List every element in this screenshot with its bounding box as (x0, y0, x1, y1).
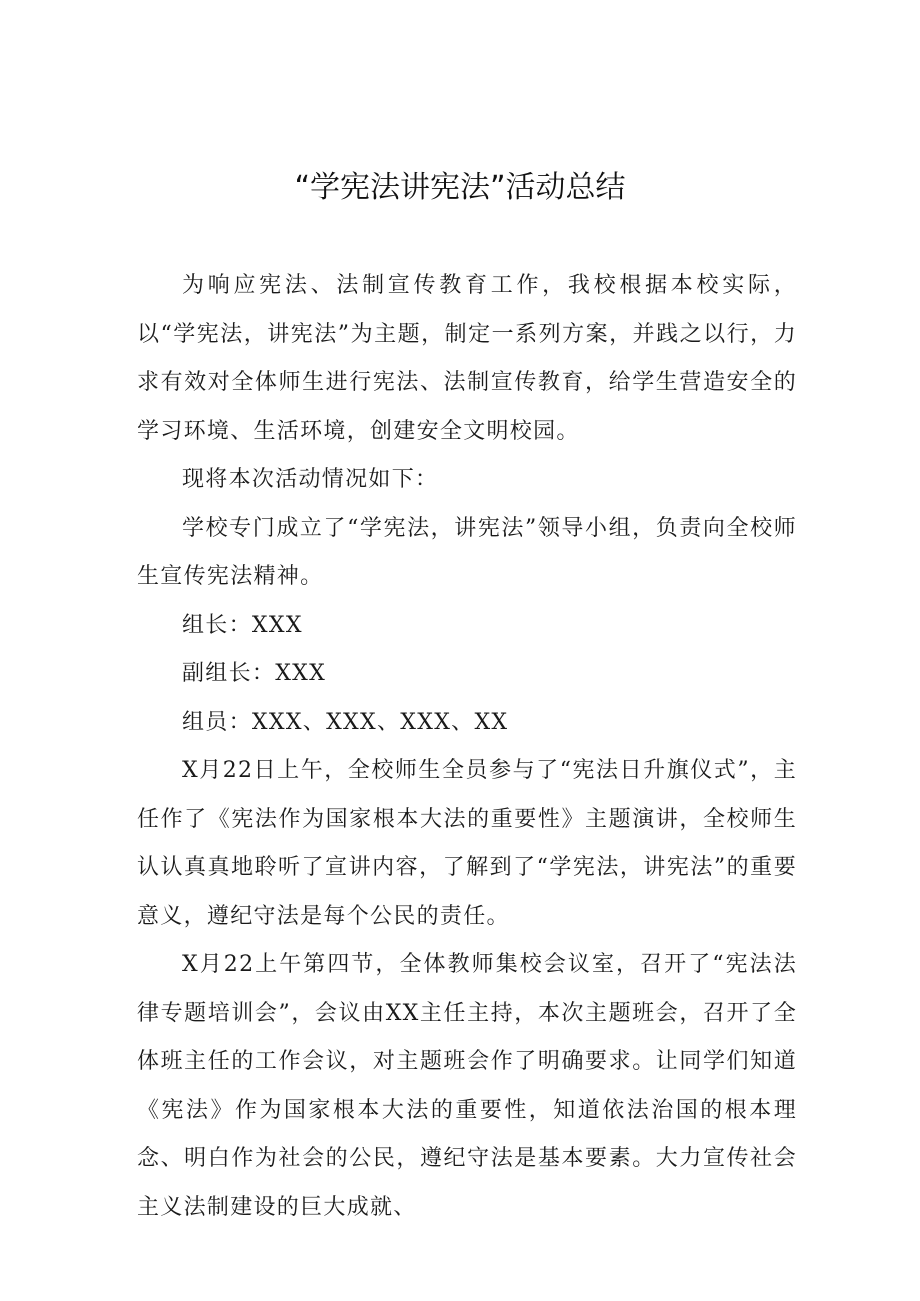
document-body (137, 262, 797, 1232)
paragraph-deputy-leader: 副组长：XXX (182, 661, 327, 686)
paragraph-overview: 现将本次活动情况如下： (182, 467, 439, 492)
paragraph-flag-ceremony: X月22日上午，全校师生全员参与了“宪法日升旗仪式”，主任作了《宪法作为国家根本大法的重要性》主题演讲，全校师生认认真真地聆听了宣讲内容，了解到了“学宪法，讲宪法”的重要意义，遵纪守法是每个公民的责任。 (137, 758, 797, 929)
paragraph-group-leader: 组长：XXX (182, 612, 303, 638)
paragraph-members: 组员：XXX、XXX、XXX、XX (182, 709, 509, 735)
paragraph-training-meeting: X月22上午第四节，全体教师集校会议室，召开了“宪法法律专题培训会”，会议由XX主任主持，本次主题班会，召开了全体班主任的工作会议，对主题班会作了明确要求。让同学们知道《宪法》作为国家根本大法的重要性，知道依法治国的根本理念、明白作为社会的公民，遵纪守法是基本要素。大力宣传社会主义法制建设的巨大成就、 (137, 952, 797, 1220)
paragraph-leadership-group: 学校专门成立了“学宪法，讲宪法”领导小组，负责向全校师生宣传宪法精神。 (137, 515, 797, 589)
document-title: “学宪法讲宪法”活动总结 (294, 170, 626, 205)
paragraph-intro: 为响应宪法、法制宣传教育工作，我校根据本校实际，以“学宪法，讲宪法”为主题，制定一系列方案，并践之以行，力求有效对全体师生进行宪法、法制宣传教育，给学生营造安全的学习环境、生活环境，创建安全文明校园。 (137, 273, 797, 444)
